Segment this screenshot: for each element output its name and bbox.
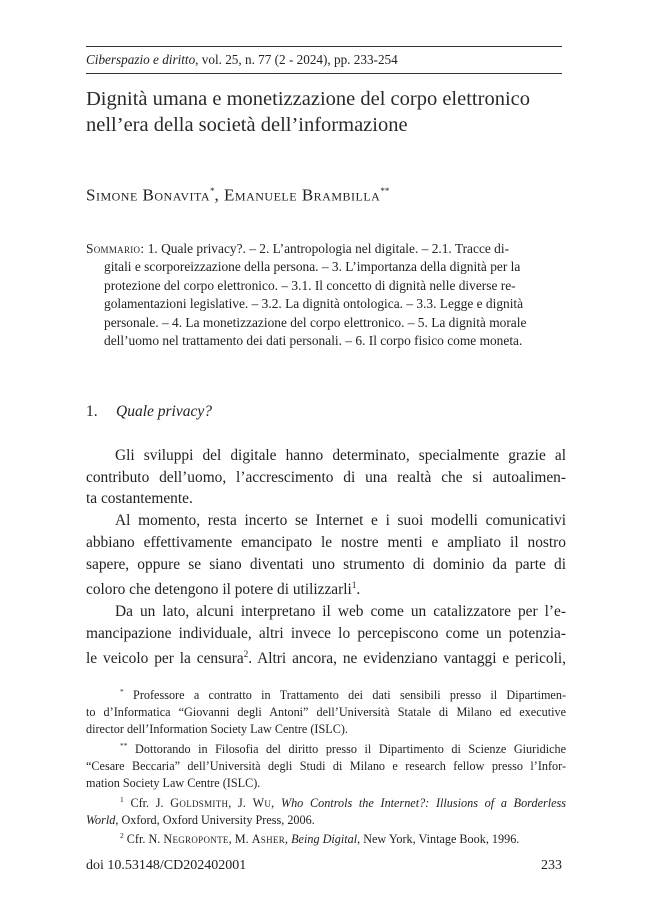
footnote-text: , J. [228, 795, 253, 810]
cited-author: Wu [252, 795, 272, 810]
body-line: sapere, oppure se siano diventati uno strumento di dominio da parte di [86, 555, 566, 573]
header-rule-top [86, 46, 562, 47]
article-title [86, 86, 566, 138]
journal-details: , vol. 25, n. 77 (2 - 2024), pp. 233-254 [195, 52, 398, 67]
body-text-span: . [356, 581, 361, 599]
section-title: Quale privacy? [116, 403, 212, 420]
body-line: contributo dell’uomo, l’accrescimento di una realtà che si autoalimen- [86, 468, 566, 486]
footnote-mark: 2 [120, 831, 124, 841]
body-line: Gli sviluppi del digitale hanno determinato, specialmente grazie al [115, 447, 566, 464]
footnote-text: Dottorando in Filosofia del diritto presso il Dipartimento di Scienze Giuridiche [127, 741, 566, 756]
footnote-text: , [285, 832, 292, 847]
cited-author: Goldsmith [170, 795, 229, 810]
doi-link[interactable]: doi 10.53148/CD202402001 [86, 858, 247, 873]
author-separator: , [214, 185, 225, 205]
cited-title: Being Digital [291, 832, 358, 847]
body-line: Al momento, resta incerto se Internet e i suoi modelli comunicativi [115, 512, 566, 530]
author-name: Simone Bonavita [86, 185, 211, 205]
cited-title: World [86, 812, 116, 827]
header-rule-bottom [86, 73, 562, 74]
author-note-mark[interactable]: ** [380, 186, 390, 196]
page-number: 233 [541, 858, 562, 873]
footnote-line: to d’Informatica “Giovanni degli Antoni” dell’Università Statale di Milano ed executive [86, 704, 566, 719]
footnote-ref[interactable]: 2 [243, 649, 249, 660]
title-line: nell’era della società dell’informazione [86, 114, 408, 136]
summary-line: personale. – 4. La monetizzazione del corpo elettronico. – 5. La dignità morale [104, 314, 527, 330]
footnote-text: Professore a contratto in Trattamento dei dati sensibili presso il Dipartimen- [123, 688, 566, 703]
summary-label: Sommario: [86, 241, 145, 256]
section-number: 1. [86, 403, 98, 420]
cited-author: Negroponte [163, 832, 229, 847]
summary-line: golamentazioni legislative. – 3.2. La dignità ontologica. – 3.3. Legge e dignità [104, 296, 524, 312]
summary-line: 1. Quale privacy?. – 2. L’antropologia nel digitale. – 2.1. Tracce di- [144, 241, 510, 256]
summary-block [86, 240, 566, 350]
author-note-mark[interactable]: * [210, 186, 215, 196]
title-line: Dignità umana e monetizzazione del corpo elettronico [86, 88, 530, 110]
footnote-line: director dell’Information Society Law Centre (ISLC). [86, 721, 348, 736]
footnote-line [86, 792, 566, 812]
section-heading [86, 402, 566, 422]
summary-line: protezione del corpo elettronico. – 3.1. Il concetto di dignità nelle diverse re- [104, 277, 516, 293]
footnote-mark: * [120, 687, 124, 696]
footnote-text: , New York, Vintage Book, 1996. [357, 832, 520, 847]
footnote-mark: 1 [120, 794, 124, 804]
body-line: mancipazione individuale, altri invece lo percepiscono come un potenzia- [86, 624, 566, 642]
footnote-line [86, 684, 566, 704]
body-text-span: . Altri ancora, ne evidenziano vantaggi e pericoli, [248, 650, 566, 668]
footnote-mark: ** [120, 740, 128, 750]
footnote-text: , [271, 795, 281, 810]
author-list [86, 180, 566, 207]
body-text [86, 445, 566, 670]
author-name: Emanuele Brambilla [224, 185, 381, 205]
body-line: abbiano effettivamente emancipato le nostre menti e ampliato il nostro [86, 533, 566, 551]
footnote-text: Cfr. J. [123, 795, 171, 810]
body-line [86, 644, 566, 670]
footnote-text: , M. [228, 832, 252, 847]
footnotes [86, 684, 566, 848]
cited-title: Who Controls the Internet?: Illusions of a Borderless [280, 795, 566, 810]
footnote-text: Cfr. N. [123, 832, 164, 847]
footnote-line [86, 812, 566, 829]
body-text-span: le veicolo per la censura [86, 650, 244, 668]
summary-line: gitali e scorporeizzazione della persona. – 3. L’importanza della dignità per la [104, 259, 521, 275]
summary-line: dell’uomo nel trattamento dei dati personali. – 6. Il corpo fisico come moneta. [104, 333, 523, 349]
body-text-span: coloro che detengono il potere di utilizzarli [86, 581, 352, 599]
footnote-line [86, 828, 566, 848]
journal-citation [86, 51, 562, 69]
cited-author: Asher [251, 832, 286, 847]
footnote-text: , Oxford, Oxford University Press, 2006. [115, 812, 315, 827]
journal-name: Ciberspazio e diritto [86, 52, 196, 67]
body-line: ta costantemente. [86, 490, 193, 508]
body-line: Da un lato, alcuni interpretano il web come un catalizzatore per l’e- [115, 603, 566, 621]
footnote-line: “Cesare Beccaria” dell’Università degli Studi di Milano e research fellow presso l’Infor- [86, 758, 566, 773]
footnote-line [86, 738, 566, 758]
footnote-ref[interactable]: 1 [351, 580, 357, 591]
footnote-line: mation Society Law Centre (ISLC). [86, 775, 261, 790]
body-line [86, 575, 566, 601]
